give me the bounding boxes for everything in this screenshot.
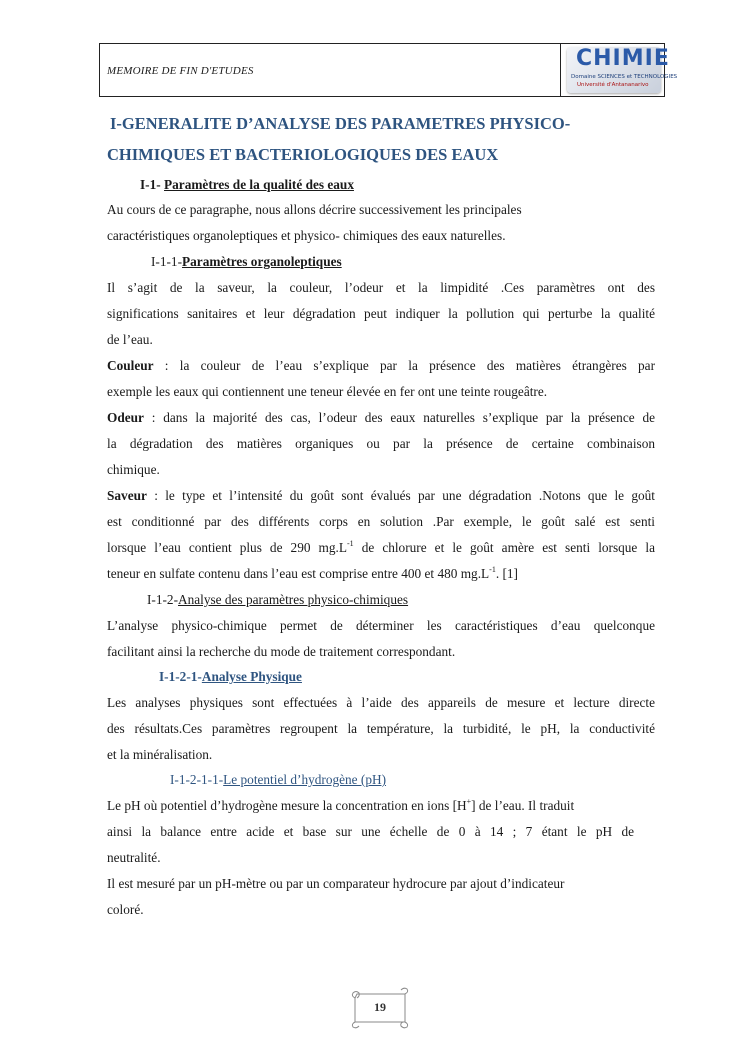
page-header <box>99 43 678 97</box>
section-prefix: I-1-1- <box>151 254 183 269</box>
section-heading-i121 <box>159 664 707 690</box>
paragraph-line: exemple les eaux qui contiennent une teneur élevée en fer ont une teinte rougeâtre. <box>107 384 548 399</box>
paragraph-line: la dégradation des matières organiques ou par la présence de certaine combinaison <box>107 436 655 451</box>
paragraph-line: neutralité. <box>107 850 161 865</box>
page-number-scroll <box>349 988 411 1028</box>
main-heading-line1: I-GENERALITE D’ANALYSE DES PARAMETRES PHYSICO- <box>110 114 571 133</box>
paragraph-line: significations sanitaires et leur dégradation peut indiquer la pollution qui perturbe la qualité <box>107 306 655 321</box>
paragraph-line: Il est mesuré par un pH-mètre ou par un comparateur hydrocure par ajout d’indicateur <box>107 876 565 891</box>
section-title: Le potentiel d’hydrogène (pH) <box>223 772 387 787</box>
paragraph-line: est conditionné par des différents corps en solution .Par exemple, le goût salé est senti <box>107 514 655 529</box>
section-heading-i1 <box>140 172 688 198</box>
section-title: Analyse Physique <box>201 669 302 684</box>
paragraph-line: coloré. <box>107 902 144 917</box>
section-heading-i1211 <box>170 767 718 793</box>
superscript: -1 <box>489 565 496 574</box>
text-run: . [1] <box>495 566 518 581</box>
superscript: -1 <box>346 539 354 548</box>
saveur-line4 <box>107 561 655 587</box>
odeur-line1 <box>107 405 655 431</box>
header-title: MEMOIRE DE FIN D'ETUDES <box>107 65 254 77</box>
superscript: + <box>466 797 472 806</box>
section-heading-i11 <box>151 249 699 275</box>
paragraph-line: Les analyses physiques sont effectuées à l’aide des appareils de mesure et lecture directe <box>107 695 655 710</box>
paragraph-line: ainsi la balance entre acide et base sur une échelle de 0 à 14 ; 7 étant le pH de <box>107 824 634 839</box>
saveur-line1 <box>107 483 655 509</box>
term-text: : le type et l’intensité du goût sont évalués par une dégradation .Notons que le goût <box>146 488 655 503</box>
paragraph-line: L’analyse physico-chimique permet de déterminer les caractéristiques d’eau quelconque <box>107 618 655 633</box>
section-title: Analyse des paramètres physico-chimiques <box>178 592 409 607</box>
paragraph-line: et la minéralisation. <box>107 747 213 762</box>
paragraph-line: Au cours de ce paragraphe, nous allons décrire successivement les principales <box>107 202 522 217</box>
section-title: Paramètres organoleptiques <box>182 254 342 269</box>
section-prefix: I-1-2-1- <box>159 669 202 684</box>
couleur-line1 <box>107 353 655 379</box>
logo-line1: Domaine SCIENCES et TECHNOLOGIES <box>571 74 678 80</box>
paragraph-line: facilitant ainsi la recherche du mode de traitement correspondant. <box>107 644 456 659</box>
section-prefix: I-1- <box>140 177 165 192</box>
text-run: teneur en sulfate contenu dans l’eau est comprise entre 400 et 480 mg.L <box>107 566 490 581</box>
text-run: de chlorure et le goût amère est senti lorsque la <box>353 540 655 555</box>
chimie-logo <box>567 46 678 93</box>
paragraph-line: Il s’agit de la saveur, la couleur, l’odeur et la limpidité .Ces paramètres ont des <box>107 280 655 295</box>
paragraph-line: caractéristiques organoleptiques et physico- chimiques des eaux naturelles. <box>107 228 506 243</box>
text-run: lorsque l’eau contient plus de 290 mg.L <box>107 540 347 555</box>
term-text: : dans la majorité des cas, l’odeur des eaux naturelles s’explique par la présence de <box>143 410 655 425</box>
paragraph-line: des résultats.Ces paramètres regroupent la température, la turbidité, le pH, la conductivité <box>107 721 655 736</box>
saveur-line3 <box>107 535 655 561</box>
ph-line1 <box>107 793 634 819</box>
term-label: Odeur <box>107 410 144 425</box>
paragraph-line: chimique. <box>107 462 160 477</box>
page-number: 19 <box>374 1000 386 1014</box>
section-heading-i12 <box>147 587 695 613</box>
term-label: Saveur <box>107 488 147 503</box>
term-text: : la couleur de l’eau s’explique par la présence des matières étrangères par <box>153 358 655 373</box>
logo-word: CHIMIE <box>576 46 670 71</box>
logo-line2: Université d'Antananarivo <box>577 82 649 88</box>
section-prefix: I-1-2-1-1- <box>170 772 224 787</box>
text-run: ] de l’eau. Il traduit <box>471 798 575 813</box>
text-run: Le pH où potentiel d’hydrogène mesure la concentration en ions [H <box>107 798 467 813</box>
paragraph-line: de l’eau. <box>107 332 153 347</box>
section-prefix: I-1-2- <box>147 592 179 607</box>
main-heading-line2: CHIMIQUES ET BACTERIOLOGIQUES DES EAUX <box>107 145 499 164</box>
section-title: Paramètres de la qualité des eaux <box>164 177 354 192</box>
header-divider <box>560 44 561 96</box>
term-label: Couleur <box>107 358 154 373</box>
